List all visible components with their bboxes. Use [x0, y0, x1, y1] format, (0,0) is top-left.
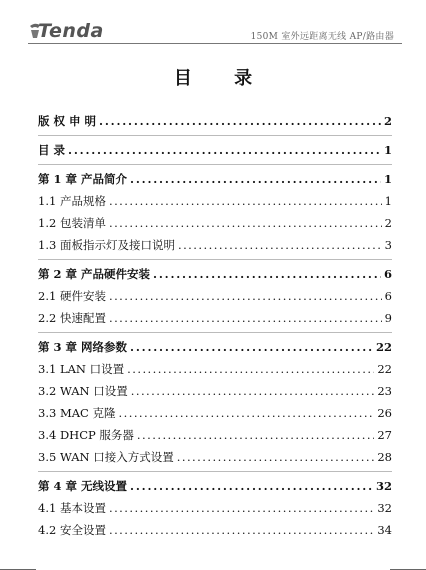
toc-chapter-entry[interactable] [38, 336, 392, 358]
toc-page-number: 2 [383, 114, 392, 128]
toc-chapter-entry[interactable] [38, 475, 392, 497]
table-of-contents [38, 110, 392, 541]
toc-section-entry[interactable] [38, 212, 392, 234]
toc-leader-dots [127, 358, 374, 380]
toc-page-number: 3 [384, 238, 392, 252]
toc-page-number: 32 [377, 501, 392, 515]
toc-chapter-entry[interactable] [38, 139, 392, 161]
toc-page-number: 6 [384, 289, 392, 303]
toc-page-number: 22 [377, 362, 392, 376]
toc-leader-dots [178, 234, 382, 256]
toc-page-number: 1 [383, 172, 392, 186]
toc-entry-title: 3.4 DHCP 服务器 [38, 428, 134, 442]
toc-entry-title: 2.1 硬件安装 [38, 289, 106, 303]
brand-logo: Tenda [38, 20, 104, 42]
toc-leader-dots [109, 307, 382, 329]
toc-section-entry[interactable] [38, 234, 392, 256]
header-rule [28, 43, 402, 44]
toc-leader-dots [109, 190, 382, 212]
toc-page-number: 32 [375, 479, 392, 493]
toc-leader-dots [109, 497, 374, 519]
toc-page-number: 28 [377, 450, 392, 464]
toc-page-number: 6 [383, 267, 392, 281]
toc-separator [38, 471, 392, 472]
toc-entry-title: 第 2 章 产品硬件安装 [38, 267, 151, 281]
toc-section-entry[interactable] [38, 307, 392, 329]
toc-leader-dots [130, 336, 373, 358]
toc-page-number: 2 [384, 216, 392, 230]
toc-leader-dots [177, 446, 375, 468]
header-product-title: 150M 室外远距离无线 AP/路由器 [250, 32, 394, 42]
toc-leader-dots [99, 110, 381, 132]
toc-leader-dots [118, 402, 374, 424]
toc-page-number: 1 [383, 143, 392, 157]
toc-separator [38, 164, 392, 165]
toc-section-entry[interactable] [38, 446, 392, 468]
toc-entry-title: 3.1 LAN 口设置 [38, 362, 125, 376]
toc-leader-dots [131, 380, 375, 402]
toc-separator [38, 332, 392, 333]
toc-entry-title: 1.3 面板指示灯及接口说明 [38, 238, 175, 252]
toc-leader-dots [68, 139, 381, 161]
toc-entry-title: 版 权 申 明 [38, 114, 97, 128]
toc-chapter-entry[interactable] [38, 168, 392, 190]
toc-section-entry[interactable] [38, 497, 392, 519]
toc-separator [38, 259, 392, 260]
toc-section-entry[interactable] [38, 190, 392, 212]
toc-entry-title: 2.2 快速配置 [38, 311, 106, 325]
toc-leader-dots [130, 168, 381, 190]
toc-entry-title: 3.2 WAN 口设置 [38, 384, 128, 398]
toc-page-number: 27 [377, 428, 392, 442]
toc-chapter-entry[interactable] [38, 110, 392, 132]
toc-page-number: 26 [377, 406, 392, 420]
toc-section-entry[interactable] [38, 358, 392, 380]
toc-entry-title: 4.2 安全设置 [38, 523, 106, 537]
page-header [0, 0, 426, 48]
toc-entry-title: 3.5 WAN 口接入方式设置 [38, 450, 174, 464]
toc-entry-title: 1.2 包装清单 [38, 216, 106, 230]
toc-page-number: 23 [377, 384, 392, 398]
toc-page-number: 34 [377, 523, 392, 537]
toc-page-number: 22 [375, 340, 392, 354]
toc-leader-dots [137, 424, 374, 446]
toc-leader-dots [130, 475, 373, 497]
toc-entry-title: 4.1 基本设置 [38, 501, 106, 515]
toc-leader-dots [109, 212, 382, 234]
toc-entry-title: 第 3 章 网络参数 [38, 340, 128, 354]
toc-entry-title: 1.1 产品规格 [38, 194, 106, 208]
toc-entry-title: 目 录 [38, 143, 66, 157]
toc-entry-title: 3.3 MAC 克隆 [38, 406, 116, 420]
toc-section-entry[interactable] [38, 380, 392, 402]
toc-entry-title: 第 4 章 无线设置 [38, 479, 128, 493]
toc-page-number: 1 [384, 194, 392, 208]
toc-section-entry[interactable] [38, 402, 392, 424]
toc-leader-dots [109, 519, 374, 541]
toc-leader-dots [153, 263, 381, 285]
toc-leader-dots [109, 285, 382, 307]
toc-entry-title: 第 1 章 产品简介 [38, 172, 128, 186]
toc-chapter-entry[interactable] [38, 263, 392, 285]
toc-section-entry[interactable] [38, 285, 392, 307]
toc-title: 目 录 [173, 68, 271, 89]
toc-page-number: 9 [384, 311, 392, 325]
toc-separator [38, 135, 392, 136]
toc-section-entry[interactable] [38, 424, 392, 446]
toc-section-entry[interactable] [38, 519, 392, 541]
